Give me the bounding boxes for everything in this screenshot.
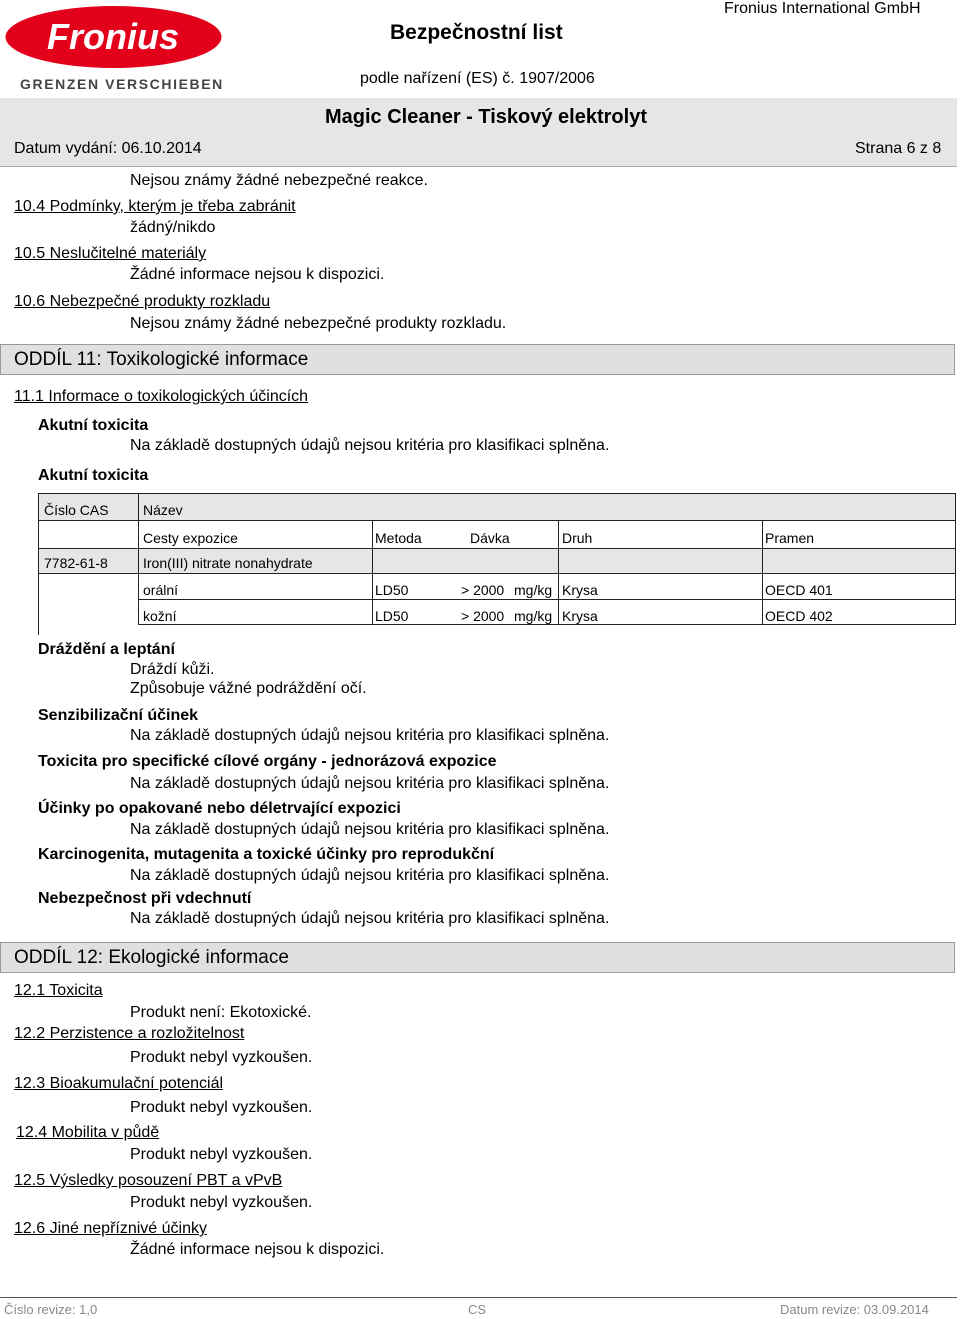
document-title: Bezpečnostní list xyxy=(390,21,563,44)
language-code: CS xyxy=(468,1302,487,1317)
revision-date: Datum revize: 03.09.2014 xyxy=(780,1302,929,1317)
cell-cas-number: 7782-61-8 xyxy=(44,555,108,571)
cell-method: LD50 xyxy=(375,608,409,624)
stot-repeated-label: Účinky po opakované nebo déletrvající expozici xyxy=(38,800,401,817)
revision-number: Číslo revize: 1,0 xyxy=(4,1302,98,1317)
sensitization-text: Na základě dostupných údajů nejsou kritéria pro klasifikaci splněna. xyxy=(130,727,610,744)
logo-badge xyxy=(4,4,223,70)
reactions-text: Nejsou známy žádné nebezpečné reakce. xyxy=(130,172,428,189)
subsection-12-1-title: 12.1 Toxicita xyxy=(14,982,103,999)
subsection-12-5-title: 12.5 Výsledky posouzení PBT a vPvB xyxy=(14,1172,283,1189)
subsection-10-5-title: 10.5 Neslučitelné materiály xyxy=(14,245,207,262)
subsection-12-4-text: Produkt nebyl vyzkoušen. xyxy=(130,1146,313,1163)
subsection-12-3-text: Produkt nebyl vyzkoušen. xyxy=(130,1099,313,1116)
acute-toxicity-table-label: Akutní toxicita xyxy=(38,467,149,484)
cell-route: kožní xyxy=(143,608,177,624)
col-header-cas: Číslo CAS xyxy=(44,502,109,518)
irritation-text-eyes: Způsobuje vážné podráždění očí. xyxy=(130,680,367,697)
col-header-dose: Dávka xyxy=(470,530,510,546)
table-line xyxy=(38,520,956,521)
table-line xyxy=(138,599,956,600)
subsection-10-5-text: Žádné informace nejsou k dispozici. xyxy=(130,266,385,283)
table-line xyxy=(558,520,559,625)
product-name: Magic Cleaner - Tiskový elektrolyt xyxy=(325,106,647,128)
aspiration-text: Na základě dostupných údajů nejsou kritéria pro klasifikaci splněna. xyxy=(130,910,610,927)
subsection-10-4-title: 10.4 Podmínky, kterým je třeba zabránit xyxy=(14,198,296,215)
cell-species: Krysa xyxy=(562,608,598,624)
cell-method: LD50 xyxy=(375,582,409,598)
subsection-12-4-title: 12.4 Mobilita v půdě xyxy=(16,1124,160,1141)
acute-toxicity-text: Na základě dostupných údajů nejsou kritéria pro klasifikaci splněna. xyxy=(130,437,610,454)
subsection-12-2-title: 12.2 Perzistence a rozložitelnost xyxy=(14,1025,245,1042)
logo-text: Fronius xyxy=(47,16,179,57)
cell-unit: mg/kg xyxy=(514,582,553,598)
cell-source: OECD 401 xyxy=(765,582,833,598)
cell-dose: > 2000 xyxy=(461,608,505,624)
subsection-12-2-text: Produkt nebyl vyzkoušen. xyxy=(130,1049,313,1066)
cell-species: Krysa xyxy=(562,582,598,598)
cell-substance-name: Iron(III) nitrate nonahydrate xyxy=(143,555,313,571)
regulation-reference: podle nařízení (ES) č. 1907/2006 xyxy=(360,70,595,87)
col-header-species: Druh xyxy=(562,530,593,546)
stot-single-label: Toxicita pro specifické cílové orgány - jednorázová expozice xyxy=(38,753,497,770)
subsection-12-1-text: Produkt není: Ekotoxické. xyxy=(130,1004,312,1021)
cell-dose: > 2000 xyxy=(461,582,505,598)
irritation-text-skin: Dráždí kůži. xyxy=(130,661,215,678)
stot-single-text: Na základě dostupných údajů nejsou kritéria pro klasifikaci splněna. xyxy=(130,775,610,792)
table-line xyxy=(955,493,956,625)
table-line xyxy=(38,493,39,635)
acute-toxicity-label: Akutní toxicita xyxy=(38,417,149,434)
table-line xyxy=(38,493,956,494)
cell-source: OECD 402 xyxy=(765,608,833,624)
subsection-11-1-title: 11.1 Informace o toxikologických účincích xyxy=(14,388,309,405)
issue-date: Datum vydání: 06.10.2014 xyxy=(14,140,202,157)
subsection-12-3-title: 12.3 Bioakumulační potenciál xyxy=(14,1075,224,1092)
col-header-method: Metoda xyxy=(375,530,422,546)
cell-unit: mg/kg xyxy=(514,608,553,624)
cell-route: orální xyxy=(143,582,179,598)
subsection-10-6-title: 10.6 Nebezpečné produkty rozkladu xyxy=(14,293,271,310)
subsection-10-6-text: Nejsou známy žádné nebezpečné produkty rozkladu. xyxy=(130,315,507,332)
section-11-title: ODDÍL 11: Toxikologické informace xyxy=(14,349,309,370)
aspiration-label: Nebezpečnost při vdechnutí xyxy=(38,890,252,907)
table-line xyxy=(38,573,956,574)
subsection-12-6-title: 12.6 Jiné nepříznivé účinky xyxy=(14,1220,207,1237)
irritation-label: Dráždění a leptání xyxy=(38,641,175,658)
table-line xyxy=(38,548,956,549)
subsection-10-4-text: žádný/nikdo xyxy=(130,219,216,236)
table-line xyxy=(372,520,373,625)
page-number: Strana 6 z 8 xyxy=(855,140,942,157)
cmr-label: Karcinogenita, mutagenita a toxické účinky pro reprodukční xyxy=(38,846,495,863)
table-line xyxy=(138,493,139,625)
col-header-source: Pramen xyxy=(765,530,815,546)
cmr-text: Na základě dostupných údajů nejsou kritéria pro klasifikaci splněna. xyxy=(130,867,610,884)
footer-divider xyxy=(0,1297,957,1298)
table-line xyxy=(762,520,763,625)
section-12-title: ODDÍL 12: Ekologické informace xyxy=(14,947,289,968)
logo-tagline: GRENZEN VERSCHIEBEN xyxy=(20,76,224,92)
col-header-name: Název xyxy=(143,502,183,518)
sensitization-label: Senzibilizační účinek xyxy=(38,707,199,724)
table-line xyxy=(138,624,956,625)
subsection-12-6-text: Žádné informace nejsou k dispozici. xyxy=(130,1241,385,1258)
stot-repeated-text: Na základě dostupných údajů nejsou kritéria pro klasifikaci splněna. xyxy=(130,821,610,838)
col-header-route: Cesty expozice xyxy=(143,530,238,546)
subsection-12-5-text: Produkt nebyl vyzkoušen. xyxy=(130,1194,313,1211)
company-name: Fronius International GmbH xyxy=(724,0,921,17)
